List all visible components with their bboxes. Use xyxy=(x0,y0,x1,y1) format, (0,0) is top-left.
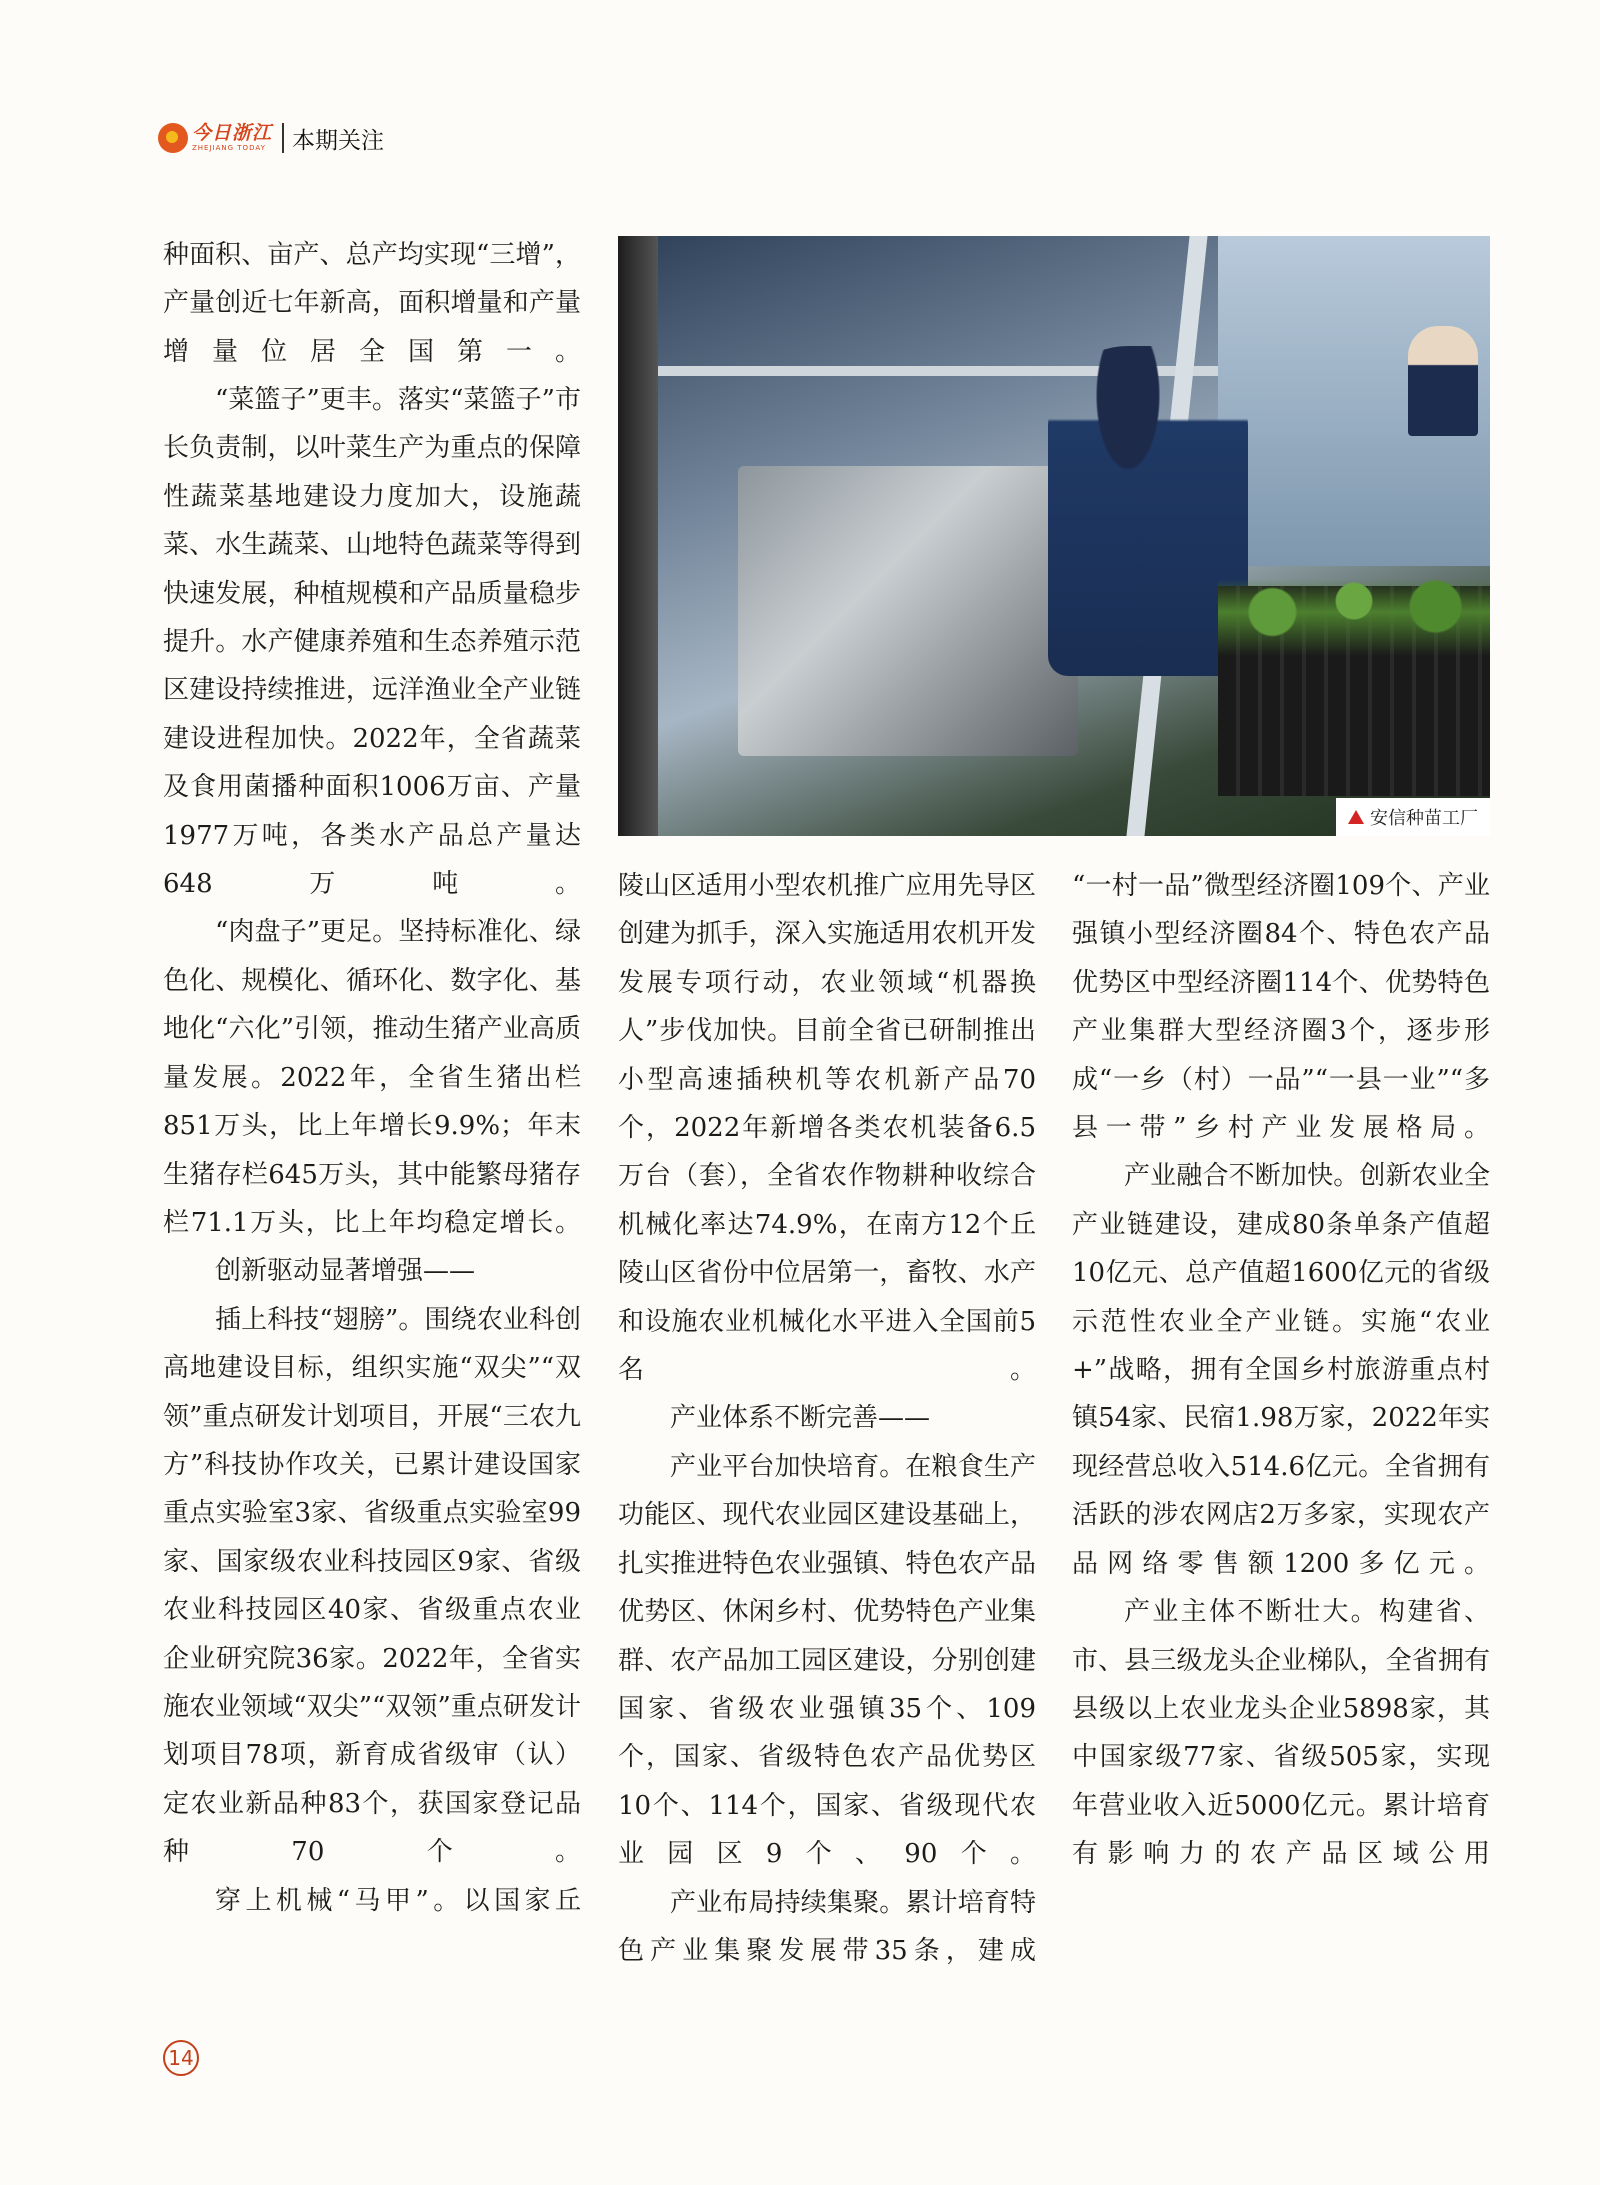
subheading: 创新驱动显著增强—— xyxy=(215,1256,476,1287)
middle-column xyxy=(618,862,1036,1975)
paragraph: 产业布局持续集聚。累计培育特色产业集聚发展带35条，建成 xyxy=(618,1887,1036,1966)
grafting-machine xyxy=(738,466,1078,756)
paragraph: 陵山区适用小型农机推广应用先导区创建为抓手，深入实施适用农机开发发展专项行动，农业领域“机器换人”步伐加快。目前全省已研制推出小型高速插秧机等农机新产品70个，2022年新增各类农机装备6.5万台（套），全省农作物耕种收综合机械化率达74.9%，在南方12个丘陵山区省份中位居第一，畜牧、水产和设施农业机械化水平进入全国前5名。 xyxy=(618,871,1036,1386)
paragraph: 产业平台加快培育。在粮食生产功能区、现代农业园区建设基础上，扎实推进特色农业强镇、特色农产品优势区、休闲乡村、优势特色产业集群、农产品加工园区建设，分别创建国家、省级农业强镇35个、109个，国家、省级特色农产品优势区10个、114个，国家、省级现代农业园区9个、90个。 xyxy=(618,1451,1036,1870)
seedlings xyxy=(1218,546,1490,656)
caption-text: 安信种苗工厂 xyxy=(1370,808,1478,829)
paragraph: 种面积、亩产、总产均实现“三增”，产量创近七年新高，面积增量和产量增量位居全国第一。 xyxy=(163,240,581,367)
logo-chinese-text: 今日浙江 xyxy=(192,122,273,144)
paragraph: 产业主体不断壮大。构建省、市、县三级龙头企业梯队，全省拥有县级以上农业龙头企业5898家，其中国家级77家、省级505家，实现年营业收入近5000亿元。累计培育有影响力的农产品区域公用 xyxy=(1072,1597,1490,1870)
header-divider xyxy=(282,123,284,153)
article-photo xyxy=(618,236,1490,836)
worker-figure xyxy=(1408,326,1478,436)
section-title: 本期关注 xyxy=(292,127,385,154)
right-column xyxy=(1072,862,1490,1879)
sun-logo-icon xyxy=(158,123,188,153)
photo-caption xyxy=(1336,798,1490,836)
magazine-logo xyxy=(158,123,272,153)
paragraph: “菜篮子”更丰。落实“菜篮子”市长负责制，以叶菜生产为重点的保障性蔬菜基地建设力度加大，设施蔬菜、水生蔬菜、山地特色蔬菜等得到快速发展，种植规模和产品质量稳步提升。水产健康养殖和生态养殖示范区建设持续推进，远洋渔业全产业链建设进程加快。2022年，全省蔬菜及食用菌播种面积1006万亩、产量1977万吨，各类水产品总产量达648万吨。 xyxy=(163,385,581,900)
page-number: 14 xyxy=(163,2040,199,2076)
paragraph: “肉盘子”更足。坚持标准化、绿色化、规模化、循环化、数字化、基地化“六化”引领，推动生猪产业高质量发展。2022年，全省生猪出栏851万头，比上年增长9.9%；年末生猪存栏645万头，其中能繁母猪存栏71.1万头，比上年均稳定增长。 xyxy=(163,917,581,1238)
page-header xyxy=(158,118,384,158)
left-column xyxy=(163,231,581,1925)
machine-frame xyxy=(618,236,658,836)
logo-english-text: ZHEJIANG TODAY xyxy=(192,144,266,152)
triangle-marker-icon xyxy=(1348,810,1364,824)
paragraph: 产业融合不断加快。创新农业全产业链建设，建成80条单条产值超10亿元、总产值超1600亿元的省级示范性农业全产业链。实施“农业+”战略，拥有全国乡村旅游重点村镇54家、民宿1.98万家，2022年实现经营总收入514.6亿元。全省拥有活跃的涉农网店2万多家，实现农产品网络零售额1200多亿元。 xyxy=(1072,1161,1490,1579)
paragraph: “一村一品”微型经济圈109个、产业强镇小型经济圈84个、特色农产品优势区中型经济圈114个、优势特色产业集群大型经济圈3个，逐步形成“一乡（村）一品”“一县一业”“多县一带”乡村产业发展格局。 xyxy=(1072,871,1490,1144)
subheading: 产业体系不断完善—— xyxy=(670,1403,931,1434)
paragraph: 穿上机械“马甲”。以国家丘 xyxy=(215,1885,581,1916)
paragraph: 插上科技“翅膀”。围绕农业科创高地建设目标，组织实施“双尖”“双领”重点研发计划项目，开展“三农九方”科技协作攻关，已累计建设国家重点实验室3家、省级重点实验室99家、国家级农业科技园区9家、省级农业科技园区40家、省级重点农业企业研究院36家。2022年，全省实施农业领域“双尖”“双领”重点研发计划项目78项，新育成省级审（认）定农业新品种83个，获国家登记品种70个。 xyxy=(163,1304,581,1868)
